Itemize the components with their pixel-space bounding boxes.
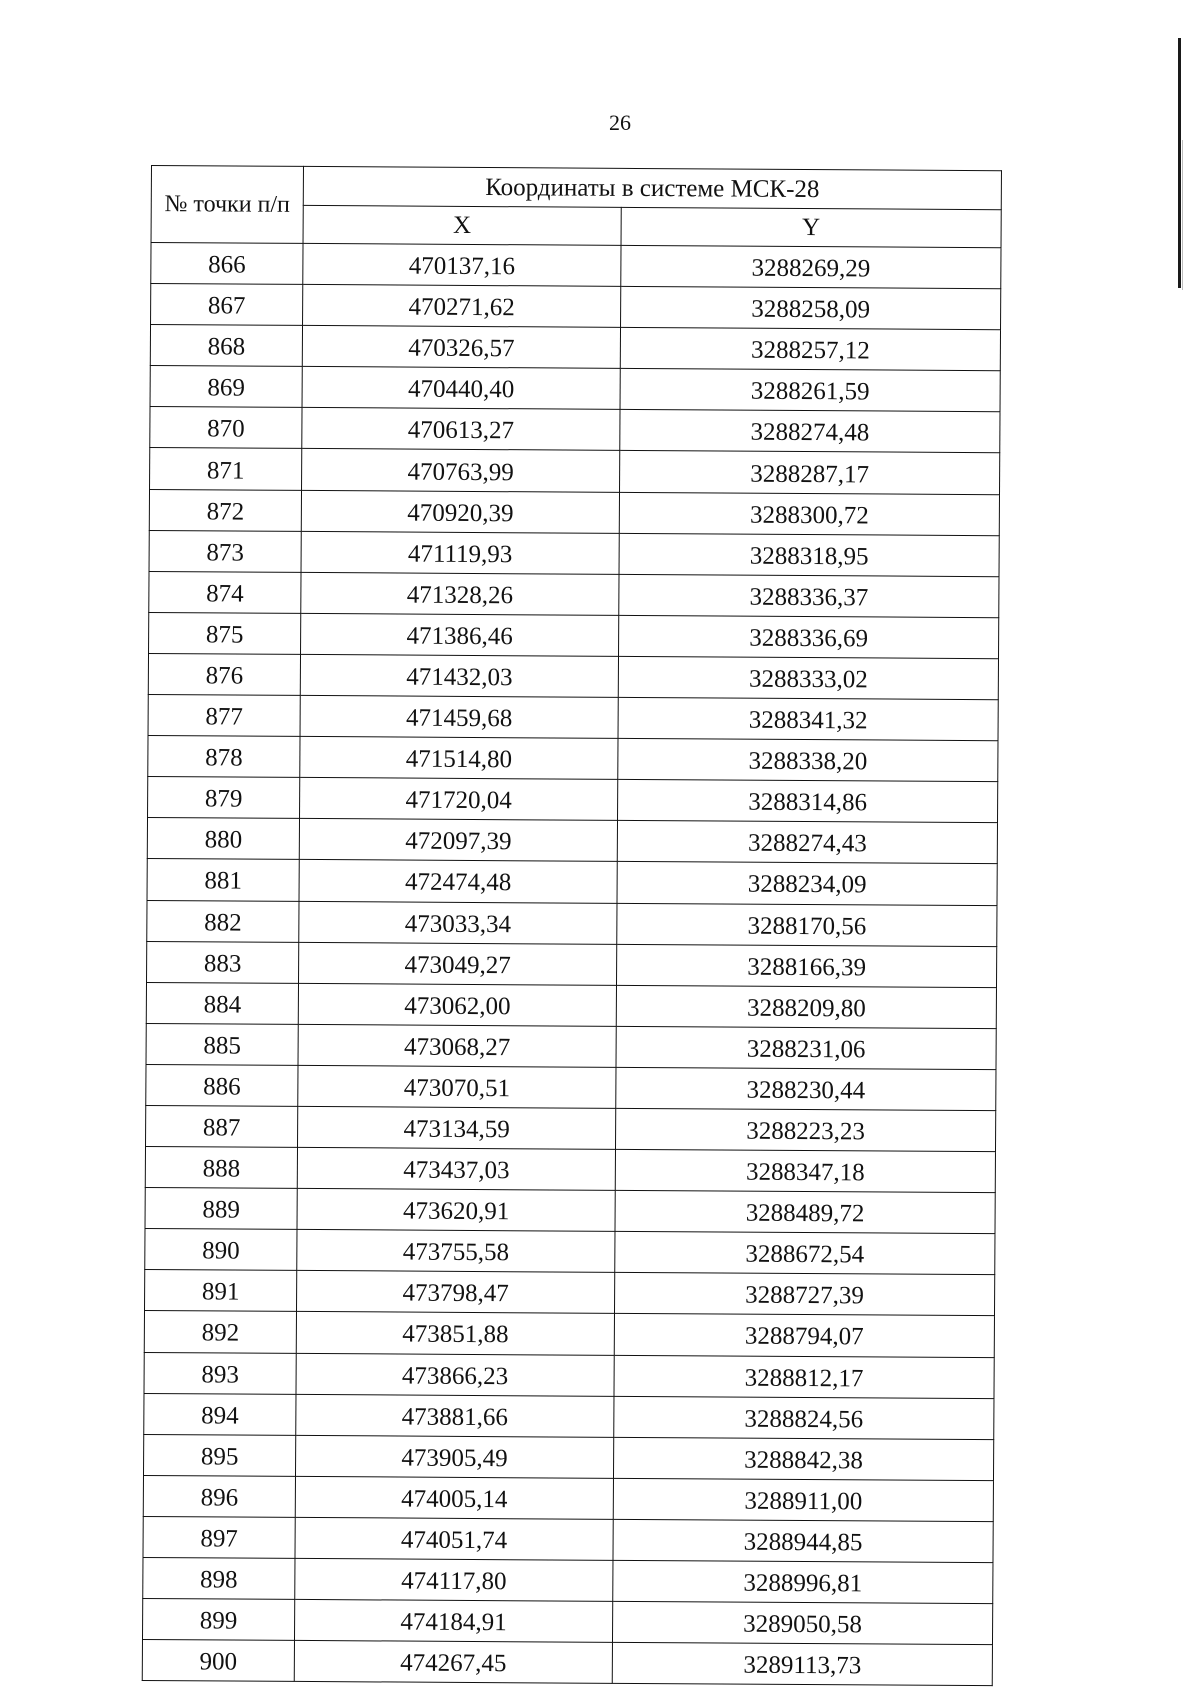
table-row bbox=[145, 1188, 995, 1234]
y-coordinate-cell: 3289113,73 bbox=[612, 1643, 992, 1686]
table-body bbox=[142, 243, 1001, 1686]
point-number-cell: 898 bbox=[143, 1557, 295, 1599]
x-coordinate-cell: 473070,51 bbox=[298, 1065, 616, 1108]
table-row bbox=[143, 1516, 993, 1562]
y-coordinate-cell: 3288338,20 bbox=[618, 738, 998, 781]
y-coordinate-cell: 3288269,29 bbox=[621, 245, 1001, 288]
point-number-cell: 899 bbox=[142, 1599, 294, 1641]
table-row bbox=[146, 1064, 996, 1110]
table-row bbox=[147, 818, 997, 864]
y-coordinate-cell: 3288727,39 bbox=[614, 1273, 994, 1316]
table-header bbox=[151, 166, 1001, 248]
x-column-header: X bbox=[303, 205, 621, 245]
y-coordinate-cell: 3288336,69 bbox=[619, 615, 999, 658]
x-coordinate-cell: 473905,49 bbox=[295, 1435, 613, 1478]
point-number-cell: 869 bbox=[150, 366, 302, 408]
point-number-cell: 892 bbox=[144, 1311, 296, 1353]
x-coordinate-cell: 471386,46 bbox=[301, 613, 619, 656]
x-coordinate-cell: 470440,40 bbox=[302, 367, 620, 410]
table-row bbox=[149, 571, 999, 617]
table-row bbox=[146, 1105, 996, 1151]
y-coordinate-cell: 3288223,23 bbox=[615, 1108, 995, 1151]
y-coordinate-cell: 3288341,32 bbox=[618, 697, 998, 740]
x-coordinate-cell: 471119,93 bbox=[301, 531, 619, 574]
x-coordinate-cell: 473881,66 bbox=[296, 1394, 614, 1437]
x-coordinate-cell: 473798,47 bbox=[296, 1271, 614, 1314]
point-number-cell: 885 bbox=[146, 1023, 298, 1065]
x-coordinate-cell: 473437,03 bbox=[297, 1147, 615, 1190]
y-coordinate-cell: 3288944,85 bbox=[613, 1519, 993, 1562]
table-row bbox=[148, 777, 998, 823]
x-coordinate-cell: 473033,34 bbox=[299, 901, 617, 944]
table-row bbox=[142, 1599, 992, 1645]
y-coordinate-cell: 3288911,00 bbox=[613, 1478, 993, 1521]
table-row bbox=[150, 366, 1000, 412]
y-coordinate-cell: 3288261,59 bbox=[620, 369, 1000, 412]
x-coordinate-cell: 470326,57 bbox=[302, 326, 620, 369]
y-coordinate-cell: 3288824,56 bbox=[614, 1396, 994, 1439]
table-row bbox=[143, 1434, 993, 1480]
point-number-cell: 871 bbox=[150, 448, 302, 490]
table-row bbox=[143, 1557, 993, 1603]
y-coordinate-cell: 3288209,80 bbox=[616, 985, 996, 1028]
y-coordinate-cell: 3288812,17 bbox=[614, 1355, 994, 1398]
table-row bbox=[148, 736, 998, 782]
x-coordinate-cell: 474267,45 bbox=[294, 1641, 612, 1684]
y-coordinate-cell: 3288333,02 bbox=[618, 656, 998, 699]
coordinate-system-header: Координаты в системе МСК-28 bbox=[303, 166, 1001, 209]
x-coordinate-cell: 471720,04 bbox=[300, 778, 618, 821]
point-number-cell: 868 bbox=[150, 325, 302, 367]
point-number-cell: 897 bbox=[143, 1516, 295, 1558]
x-coordinate-cell: 473851,88 bbox=[296, 1312, 614, 1355]
table-row bbox=[150, 325, 1000, 371]
point-number-cell: 870 bbox=[150, 407, 302, 449]
x-coordinate-cell: 473062,00 bbox=[298, 983, 616, 1026]
y-coordinate-cell: 3288300,72 bbox=[619, 492, 999, 535]
y-coordinate-cell: 3288347,18 bbox=[615, 1149, 995, 1192]
y-coordinate-cell: 3288672,54 bbox=[615, 1232, 995, 1275]
y-coordinate-cell: 3288170,56 bbox=[617, 903, 997, 946]
y-coordinate-cell: 3288336,37 bbox=[619, 574, 999, 617]
table-row bbox=[144, 1311, 994, 1357]
x-coordinate-cell: 471514,80 bbox=[300, 737, 618, 780]
table-row bbox=[143, 1475, 993, 1521]
x-coordinate-cell: 470613,27 bbox=[302, 408, 620, 451]
point-number-cell: 884 bbox=[146, 982, 298, 1024]
y-coordinate-cell: 3288489,72 bbox=[615, 1191, 995, 1234]
point-number-cell: 880 bbox=[147, 818, 299, 860]
y-coordinate-cell: 3288230,44 bbox=[616, 1067, 996, 1110]
table-row bbox=[149, 489, 999, 535]
point-number-cell: 891 bbox=[144, 1270, 296, 1312]
table-row bbox=[147, 941, 997, 987]
table-row bbox=[151, 243, 1001, 289]
table-row bbox=[142, 1640, 992, 1686]
point-number-cell: 888 bbox=[145, 1147, 297, 1189]
x-coordinate-cell: 470137,16 bbox=[303, 243, 621, 286]
point-number-cell: 895 bbox=[143, 1434, 295, 1476]
point-number-cell: 894 bbox=[144, 1393, 296, 1435]
x-coordinate-cell: 472097,39 bbox=[299, 819, 617, 862]
y-coordinate-cell: 3288842,38 bbox=[613, 1437, 993, 1480]
point-number-cell: 877 bbox=[148, 695, 300, 737]
y-coordinate-cell: 3288166,39 bbox=[616, 944, 996, 987]
table-row bbox=[148, 653, 998, 699]
point-number-cell: 887 bbox=[146, 1105, 298, 1147]
y-coordinate-cell: 3289050,58 bbox=[612, 1601, 992, 1644]
x-coordinate-cell: 473134,59 bbox=[298, 1106, 616, 1149]
point-number-cell: 886 bbox=[146, 1064, 298, 1106]
table-row bbox=[146, 982, 996, 1028]
page-number: 26 bbox=[609, 110, 631, 135]
point-number-cell: 900 bbox=[142, 1640, 294, 1682]
point-number-cell: 879 bbox=[148, 777, 300, 819]
y-coordinate-cell: 3288258,09 bbox=[621, 286, 1001, 329]
y-column-header: Y bbox=[621, 207, 1001, 247]
y-coordinate-cell: 3288231,06 bbox=[616, 1026, 996, 1069]
point-number-cell: 872 bbox=[149, 489, 301, 531]
table-row bbox=[149, 530, 999, 576]
point-number-cell: 874 bbox=[149, 571, 301, 613]
point-number-cell: 866 bbox=[151, 243, 303, 285]
x-coordinate-cell: 473068,27 bbox=[298, 1024, 616, 1067]
table-row bbox=[144, 1352, 994, 1398]
x-coordinate-cell: 470920,39 bbox=[301, 490, 619, 533]
x-coordinate-cell: 473049,27 bbox=[299, 942, 617, 985]
point-number-cell: 882 bbox=[147, 900, 299, 942]
table-row bbox=[146, 1023, 996, 1069]
scan-edge-line bbox=[1178, 38, 1181, 288]
y-coordinate-cell: 3288234,09 bbox=[617, 862, 997, 905]
x-coordinate-cell: 471459,68 bbox=[300, 695, 618, 738]
x-coordinate-cell: 473755,58 bbox=[297, 1230, 615, 1273]
table-row bbox=[150, 448, 1000, 494]
table-row bbox=[151, 284, 1001, 330]
table-row bbox=[145, 1229, 995, 1275]
table-row bbox=[145, 1147, 995, 1193]
y-coordinate-cell: 3288314,86 bbox=[618, 780, 998, 823]
x-coordinate-cell: 471328,26 bbox=[301, 572, 619, 615]
y-coordinate-cell: 3288274,43 bbox=[617, 821, 997, 864]
y-coordinate-cell: 3288318,95 bbox=[619, 533, 999, 576]
scan-edge-shadow bbox=[1182, 140, 1183, 290]
x-coordinate-cell: 470271,62 bbox=[303, 285, 621, 328]
coordinates-table bbox=[142, 165, 1002, 1686]
point-number-cell: 883 bbox=[147, 941, 299, 983]
table-row bbox=[144, 1393, 994, 1439]
point-number-cell: 878 bbox=[148, 736, 300, 778]
x-coordinate-cell: 474117,80 bbox=[295, 1558, 613, 1601]
x-coordinate-cell: 471432,03 bbox=[300, 654, 618, 697]
y-coordinate-cell: 3288287,17 bbox=[620, 451, 1000, 494]
x-coordinate-cell: 474184,91 bbox=[294, 1599, 612, 1642]
point-number-cell: 890 bbox=[145, 1229, 297, 1271]
point-number-cell: 881 bbox=[147, 859, 299, 901]
x-coordinate-cell: 470763,99 bbox=[302, 449, 620, 492]
x-coordinate-cell: 473620,91 bbox=[297, 1189, 615, 1232]
point-number-cell: 896 bbox=[143, 1475, 295, 1517]
x-coordinate-cell: 474005,14 bbox=[295, 1476, 613, 1519]
table-row bbox=[148, 695, 998, 741]
x-coordinate-cell: 474051,74 bbox=[295, 1517, 613, 1560]
y-coordinate-cell: 3288794,07 bbox=[614, 1314, 994, 1357]
point-number-cell: 873 bbox=[149, 530, 301, 572]
table-row bbox=[147, 859, 997, 905]
point-number-cell: 867 bbox=[151, 284, 303, 326]
point-number-cell: 876 bbox=[148, 653, 300, 695]
table-row bbox=[147, 900, 997, 946]
table-row bbox=[149, 612, 999, 658]
table-row bbox=[144, 1270, 994, 1316]
y-coordinate-cell: 3288996,81 bbox=[613, 1560, 993, 1603]
y-coordinate-cell: 3288257,12 bbox=[620, 328, 1000, 371]
point-number-cell: 875 bbox=[149, 612, 301, 654]
point-number-header: № точки п/п bbox=[151, 166, 303, 244]
x-coordinate-cell: 473866,23 bbox=[296, 1353, 614, 1396]
point-number-cell: 889 bbox=[145, 1188, 297, 1230]
x-coordinate-cell: 472474,48 bbox=[299, 860, 617, 903]
y-coordinate-cell: 3288274,48 bbox=[620, 410, 1000, 453]
point-number-cell: 893 bbox=[144, 1352, 296, 1394]
table-row bbox=[150, 407, 1000, 453]
